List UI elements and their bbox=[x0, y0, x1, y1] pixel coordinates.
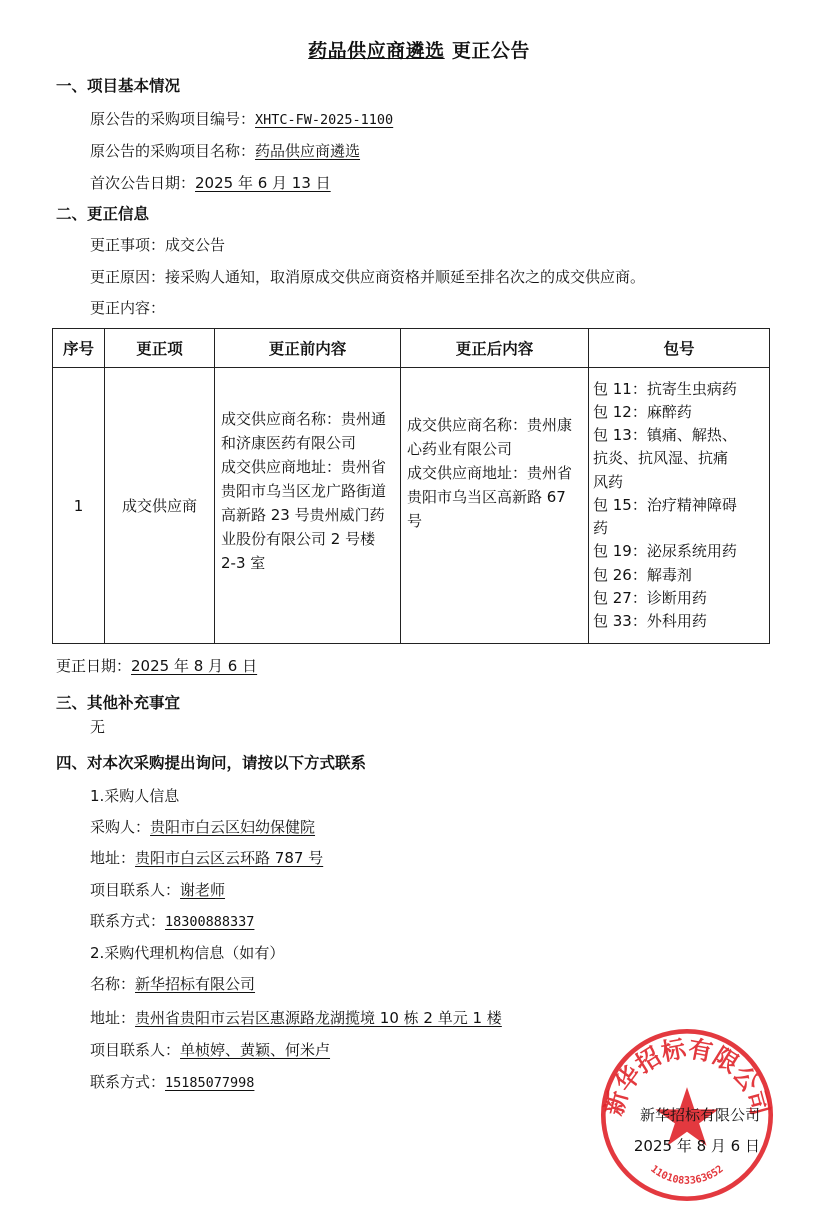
package-line: 抗炎、抗风湿、抗痛 bbox=[593, 449, 729, 468]
agency-address-line bbox=[90, 1008, 502, 1028]
section-1-heading: 一、项目基本情况 bbox=[56, 77, 181, 95]
purchaser-contact-line bbox=[90, 880, 225, 900]
section-3-heading: 三、其他补充事宜 bbox=[56, 694, 181, 712]
table-header-row bbox=[53, 329, 770, 368]
package-line: 包 12：麻醉药 bbox=[593, 403, 692, 422]
project-name-line bbox=[90, 141, 360, 161]
package-line: 药 bbox=[593, 519, 609, 538]
first-notice-date-line bbox=[90, 173, 331, 193]
agency-name-line bbox=[90, 974, 255, 994]
package-line: 包 19：泌尿系统用药 bbox=[593, 542, 737, 561]
purchaser-phone-value: 18300888337 bbox=[165, 914, 255, 930]
package-line: 包 33：外科用药 bbox=[593, 611, 707, 630]
project-name-value: 药品供应商遴选 bbox=[255, 142, 361, 160]
purchaser-contact-value: 谢老师 bbox=[180, 881, 226, 899]
first-notice-date-value: 2025 年 6 月 13 日 bbox=[195, 174, 331, 192]
project-code-label: 原公告的采购项目编号： bbox=[90, 110, 256, 128]
seal-text: 新华招标有限公司 bbox=[599, 1034, 775, 1119]
agency-name-label: 名称： bbox=[90, 975, 136, 993]
agency-address-value: 贵州省贵阳市云岩区惠源路龙湖揽境 10 栋 2 单元 1 楼 bbox=[135, 1009, 502, 1027]
correction-table bbox=[52, 328, 770, 644]
project-code-line bbox=[90, 109, 393, 130]
purchaser-label: 采购人： bbox=[90, 818, 151, 836]
correction-date-value: 2025 年 8 月 6 日 bbox=[131, 657, 258, 675]
correction-date-label: 更正日期： bbox=[56, 657, 132, 675]
agency-contact-label: 项目联系人： bbox=[90, 1041, 181, 1059]
first-notice-date-label: 首次公告日期： bbox=[90, 174, 196, 192]
agency-phone-label: 联系方式： bbox=[90, 1073, 166, 1091]
correction-content-label: 更正内容： bbox=[90, 299, 166, 317]
package-line: 包 13：镇痛、解热、 bbox=[593, 426, 737, 445]
agency-name-value: 新华招标有限公司 bbox=[135, 975, 256, 993]
header-package: 包号 bbox=[589, 329, 770, 368]
agency-phone-line bbox=[90, 1072, 254, 1093]
title-main: 药品供应商遴选 bbox=[308, 40, 445, 62]
header-after: 更正后内容 bbox=[401, 329, 589, 368]
package-line: 包 26：解毒剂 bbox=[593, 565, 692, 584]
project-name-label: 原公告的采购项目名称： bbox=[90, 142, 256, 160]
svg-text:1101083363652 bbox=[648, 1164, 725, 1187]
signature-company: 新华招标有限公司 bbox=[639, 1106, 760, 1124]
header-item: 更正项 bbox=[105, 329, 215, 368]
section-3-text: 无 bbox=[90, 718, 106, 736]
cell-packages bbox=[589, 368, 770, 644]
cell-after: 成交供应商名称：贵州康心药业有限公司 成交供应商地址：贵州省贵阳市乌当区高新路 67 号 bbox=[401, 368, 589, 644]
purchaser-phone-label: 联系方式： bbox=[90, 912, 166, 930]
correction-date-line bbox=[56, 656, 257, 676]
project-code-value: XHTC-FW-2025-1100 bbox=[255, 112, 394, 128]
cell-before: 成交供应商名称：贵州通和济康医药有限公司 成交供应商地址：贵州省贵阳市乌当区龙广路街道高新路 23 号贵州威门药业股份有限公司 2 号楼 2-3 室 bbox=[215, 368, 401, 644]
title-suffix: 更正公告 bbox=[451, 40, 530, 62]
purchaser-value: 贵阳市白云区妇幼保健院 bbox=[150, 818, 316, 836]
purchaser-contact-label: 项目联系人： bbox=[90, 881, 181, 899]
agency-contact-value: 单桢婷、黄颖、何米卢 bbox=[180, 1041, 331, 1059]
table-row bbox=[53, 368, 770, 644]
signature-date: 2025 年 8 月 6 日 bbox=[633, 1137, 760, 1155]
purchaser-info-title: 1.采购人信息 bbox=[90, 787, 180, 805]
package-line: 包 27：诊断用药 bbox=[593, 588, 707, 607]
agency-address-label: 地址： bbox=[90, 1009, 136, 1027]
purchaser-address-label: 地址： bbox=[90, 849, 136, 867]
cell-no: 1 bbox=[53, 368, 105, 644]
package-line: 包 15：治疗精神障碍 bbox=[593, 495, 737, 514]
cell-item: 成交供应商 bbox=[105, 368, 215, 644]
purchaser-phone-line bbox=[90, 911, 254, 932]
header-no: 序号 bbox=[53, 329, 105, 368]
agency-contact-line bbox=[90, 1040, 330, 1060]
section-2-heading: 二、更正信息 bbox=[56, 205, 150, 223]
correction-item-line: 更正事项：成交公告 bbox=[90, 236, 226, 254]
correction-reason-line: 更正原因：接采购人通知，取消原成交供应商资格并顺延至排名次之的成交供应商。 bbox=[90, 268, 646, 286]
header-before: 更正前内容 bbox=[215, 329, 401, 368]
package-line: 风药 bbox=[593, 472, 624, 491]
package-line: 包 11：抗寄生虫病药 bbox=[593, 379, 737, 398]
section-4-heading: 四、对本次采购提出询问，请按以下方式联系 bbox=[56, 754, 367, 772]
purchaser-address-value: 贵阳市白云区云环路 787 号 bbox=[135, 849, 324, 867]
seal-code: 1101083363652 bbox=[648, 1163, 726, 1187]
agency-info-title: 2.采购代理机构信息（如有） bbox=[90, 944, 285, 962]
agency-phone-value: 15185077998 bbox=[165, 1075, 255, 1091]
document-title bbox=[0, 36, 838, 63]
purchaser-address-line bbox=[90, 848, 323, 868]
purchaser-line bbox=[90, 817, 315, 837]
